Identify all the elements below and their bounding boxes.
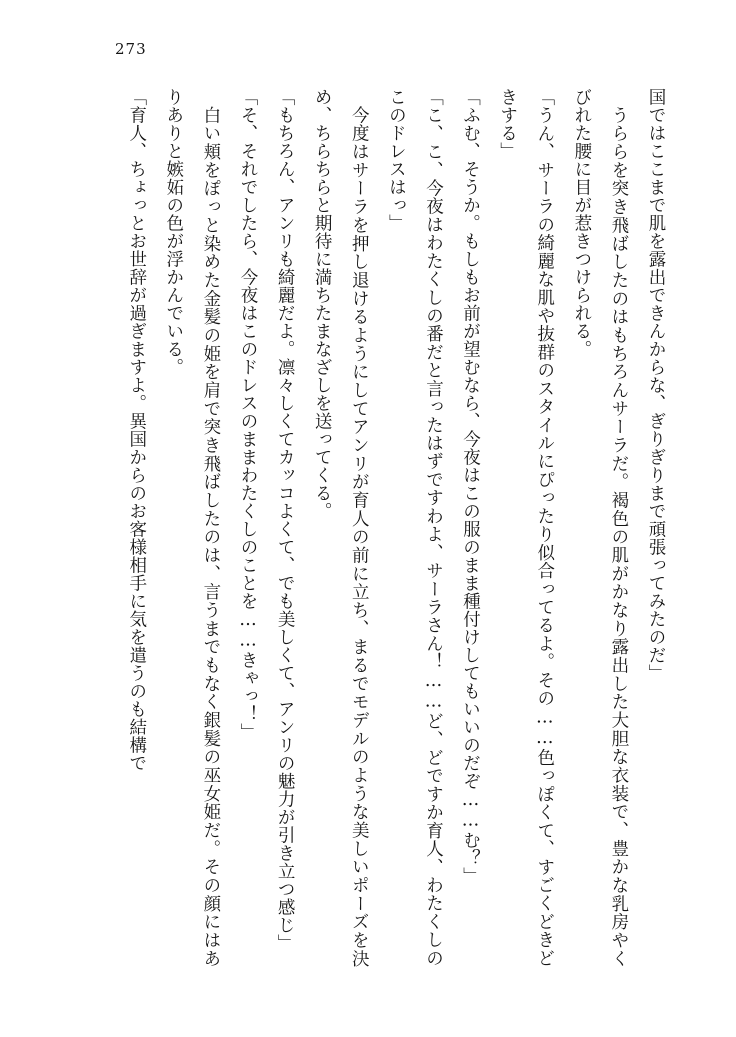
paragraph: 今度はサーラを押し退けるようにしてアンリが育人の前に立ち、まるでモデルのような美しいポーズを決め、ちらちらと期待に満ちたまなざしを送ってくる。 bbox=[312, 88, 370, 967]
paragraph: 「育人、ちょっとお世辞が過ぎますよ。異国からのお客様相手に気を遣うのも結構で bbox=[126, 88, 147, 772]
paragraph: 国ではここまで肌を露出できんからな、ぎりぎりまで頑張ってみたのだ」 bbox=[646, 88, 666, 682]
paragraph: 「そ、それでしたら、今夜はこのドレスのままわたくしのことを……きゃっ！」 bbox=[237, 88, 258, 741]
paragraph: 「ふむ、そうか。もしもお前が望むなら、今夜はこの服のまま種付けしてもいいのだぞ……む？」 bbox=[460, 88, 481, 885]
paragraph: 白い頬をぽっと染めた金髪の姫を肩で突き飛ばしたのは、言うまでもなく銀髪の巫女姫だ。その顔にはありありと嫉妬の色が浮かんでいる。 bbox=[163, 88, 221, 967]
page-number: 273 bbox=[115, 40, 147, 58]
paragraph: うららを突き飛ばしたのはもちろんサーラだ。褐色の肌がかなり露出した大胆な衣装で、豊かな乳房やくびれた腰に目が惹きつけられる。 bbox=[571, 88, 629, 967]
paragraph: 「うん、サーラの綺麗な肌や抜群のスタイルにぴったり似合ってるよ。その……色っぽくて、すごくどきどきする」 bbox=[497, 88, 555, 967]
paragraph: 「もちろん、アンリも綺麗だよ。凛々しくてカッコよくて、でも美しくて、アンリの魅力が引き立つ感じ」 bbox=[275, 88, 296, 952]
page-body-text bbox=[88, 88, 674, 967]
paragraph: 「こ、こ、今夜はわたくしの番だと言ったはずですわよ、サーラさん！……ど、どですか育人、わたくしのこのドレスはっ」 bbox=[386, 88, 444, 967]
